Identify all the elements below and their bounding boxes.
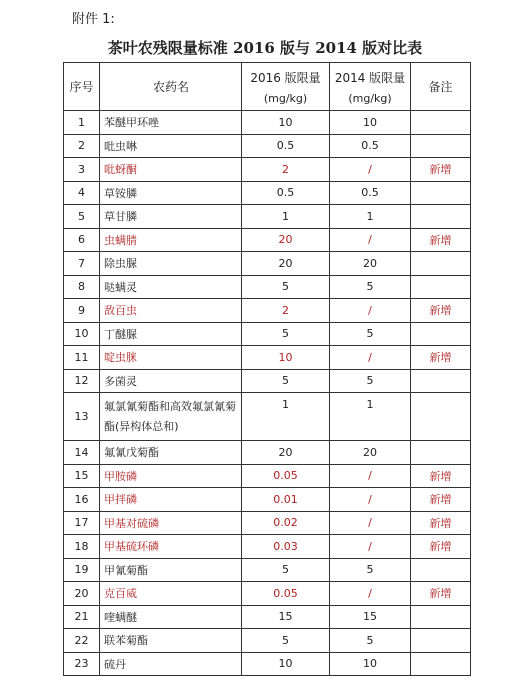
limit-2016: 0.02	[242, 511, 330, 535]
limit-2014: 10	[330, 111, 411, 135]
row-number: 2	[64, 134, 100, 158]
pesticide-name: 虫螨腈	[100, 228, 242, 252]
row-number: 5	[64, 205, 100, 229]
row-number: 12	[64, 369, 100, 393]
table-row	[64, 275, 471, 299]
note: 新增	[411, 535, 471, 559]
note	[411, 181, 471, 205]
row-number: 22	[64, 629, 100, 653]
limit-2014: /	[330, 582, 411, 606]
note: 新增	[411, 464, 471, 488]
table-row	[64, 252, 471, 276]
table-row	[64, 605, 471, 629]
pesticide-name: 除虫脲	[100, 252, 242, 276]
limit-2016: 5	[242, 629, 330, 653]
note: 新增	[411, 488, 471, 512]
limit-2014: 0.5	[330, 134, 411, 158]
header-2016-label: 2016 版限量	[250, 70, 321, 85]
row-number: 11	[64, 346, 100, 370]
limit-2016: 0.01	[242, 488, 330, 512]
note: 新增	[411, 511, 471, 535]
table-row	[64, 346, 471, 370]
pesticide-name: 硫丹	[100, 652, 242, 676]
limit-2014: /	[330, 488, 411, 512]
row-number: 3	[64, 158, 100, 182]
limit-2014: /	[330, 464, 411, 488]
pesticide-name: 草铵膦	[100, 181, 242, 205]
note	[411, 605, 471, 629]
table-row	[64, 134, 471, 158]
pesticide-name: 甲氰菊酯	[100, 558, 242, 582]
pesticide-name: 喹螨醚	[100, 605, 242, 629]
note	[411, 275, 471, 299]
table-row	[64, 393, 471, 441]
pesticide-name: 草甘膦	[100, 205, 242, 229]
header-2014-unit: (mg/kg)	[348, 91, 392, 105]
row-number: 9	[64, 299, 100, 323]
row-number: 14	[64, 441, 100, 465]
pesticide-name: 氟氰戊菊酯	[100, 441, 242, 465]
row-number: 1	[64, 111, 100, 135]
limit-2016: 0.5	[242, 134, 330, 158]
header-seq: 序号	[64, 63, 100, 111]
residue-comparison-table	[63, 62, 471, 676]
note: 新增	[411, 582, 471, 606]
table-row	[64, 158, 471, 182]
limit-2016: 5	[242, 558, 330, 582]
note	[411, 205, 471, 229]
pesticide-name: 甲基硫环磷	[100, 535, 242, 559]
row-number: 20	[64, 582, 100, 606]
row-number: 7	[64, 252, 100, 276]
row-number: 6	[64, 228, 100, 252]
pesticide-name: 哒螨灵	[100, 275, 242, 299]
limit-2014: /	[330, 228, 411, 252]
limit-2014: 5	[330, 558, 411, 582]
table-row	[64, 488, 471, 512]
header-2016	[242, 63, 330, 111]
row-number: 4	[64, 181, 100, 205]
limit-2016: 20	[242, 441, 330, 465]
note	[411, 558, 471, 582]
limit-2016: 20	[242, 252, 330, 276]
pesticide-name: 甲胺磷	[100, 464, 242, 488]
limit-2014: /	[330, 535, 411, 559]
pesticide-name: 克百威	[100, 582, 242, 606]
note	[411, 134, 471, 158]
row-number: 13	[64, 393, 100, 441]
limit-2016: 5	[242, 275, 330, 299]
pesticide-name: 丁醚脲	[100, 322, 242, 346]
table-row	[64, 582, 471, 606]
note	[411, 441, 471, 465]
table-row	[64, 464, 471, 488]
row-number: 18	[64, 535, 100, 559]
limit-2014: 1	[330, 205, 411, 229]
limit-2014: 20	[330, 252, 411, 276]
limit-2014: 15	[330, 605, 411, 629]
limit-2014: 5	[330, 275, 411, 299]
pesticide-name: 甲拌磷	[100, 488, 242, 512]
table-row	[64, 299, 471, 323]
header-2016-unit: (mg/kg)	[263, 91, 308, 105]
note	[411, 111, 471, 135]
note: 新增	[411, 228, 471, 252]
pesticide-name: 吡蚜酮	[100, 158, 242, 182]
limit-2014: 5	[330, 369, 411, 393]
limit-2016: 15	[242, 605, 330, 629]
table-row	[64, 511, 471, 535]
table-row	[64, 369, 471, 393]
header-name: 农药名	[100, 63, 242, 111]
limit-2016: 0.03	[242, 535, 330, 559]
limit-2016: 2	[242, 158, 330, 182]
note	[411, 322, 471, 346]
note	[411, 252, 471, 276]
note	[411, 629, 471, 653]
limit-2016: 10	[242, 346, 330, 370]
table-row	[64, 535, 471, 559]
table-row	[64, 558, 471, 582]
row-number: 16	[64, 488, 100, 512]
limit-2016: 2	[242, 299, 330, 323]
table-row	[64, 181, 471, 205]
row-number: 8	[64, 275, 100, 299]
table-row	[64, 629, 471, 653]
row-number: 10	[64, 322, 100, 346]
limit-2014: 20	[330, 441, 411, 465]
header-2014-label: 2014 版限量	[334, 70, 406, 85]
pesticide-name: 吡虫啉	[100, 134, 242, 158]
document-title: 茶叶农残限量标准 2016 版与 2014 版对比表	[107, 39, 423, 57]
row-number: 15	[64, 464, 100, 488]
pesticide-name: 苯醚甲环唑	[100, 111, 242, 135]
note: 新增	[411, 299, 471, 323]
pesticide-name: 啶虫脒	[100, 346, 242, 370]
limit-2014: /	[330, 299, 411, 323]
limit-2014: /	[330, 158, 411, 182]
limit-2016: 0.05	[242, 464, 330, 488]
row-number: 17	[64, 511, 100, 535]
limit-2016: 20	[242, 228, 330, 252]
limit-2016: 1	[242, 393, 330, 441]
limit-2016: 5	[242, 369, 330, 393]
table-row	[64, 111, 471, 135]
table-body	[64, 111, 471, 676]
limit-2014: /	[330, 346, 411, 370]
note	[411, 393, 471, 441]
table-row	[64, 205, 471, 229]
limit-2016: 0.5	[242, 181, 330, 205]
limit-2016: 5	[242, 322, 330, 346]
limit-2016: 0.05	[242, 582, 330, 606]
limit-2014: 5	[330, 322, 411, 346]
annex-label: 附件 1:	[72, 12, 115, 27]
limit-2016: 10	[242, 111, 330, 135]
table-row	[64, 441, 471, 465]
limit-2014: /	[330, 511, 411, 535]
table-row	[64, 322, 471, 346]
pesticide-name: 联苯菊酯	[100, 629, 242, 653]
table-row	[64, 228, 471, 252]
pesticide-name: 敌百虫	[100, 299, 242, 323]
note	[411, 652, 471, 676]
table-row	[64, 652, 471, 676]
limit-2014: 1	[330, 393, 411, 441]
row-number: 23	[64, 652, 100, 676]
pesticide-name: 多菌灵	[100, 369, 242, 393]
note: 新增	[411, 346, 471, 370]
header-2014	[330, 63, 411, 111]
note	[411, 369, 471, 393]
limit-2014: 0.5	[330, 181, 411, 205]
limit-2016: 10	[242, 652, 330, 676]
limit-2014: 10	[330, 652, 411, 676]
row-number: 21	[64, 605, 100, 629]
limit-2016: 1	[242, 205, 330, 229]
limit-2014: 5	[330, 629, 411, 653]
header-note: 备注	[411, 63, 471, 111]
table-header-row	[64, 63, 471, 111]
row-number: 19	[64, 558, 100, 582]
pesticide-name: 氟氯氰菊酯和高效氟氯氰菊酯(异构体总和)	[100, 393, 242, 441]
note: 新增	[411, 158, 471, 182]
pesticide-name: 甲基对硫磷	[100, 511, 242, 535]
